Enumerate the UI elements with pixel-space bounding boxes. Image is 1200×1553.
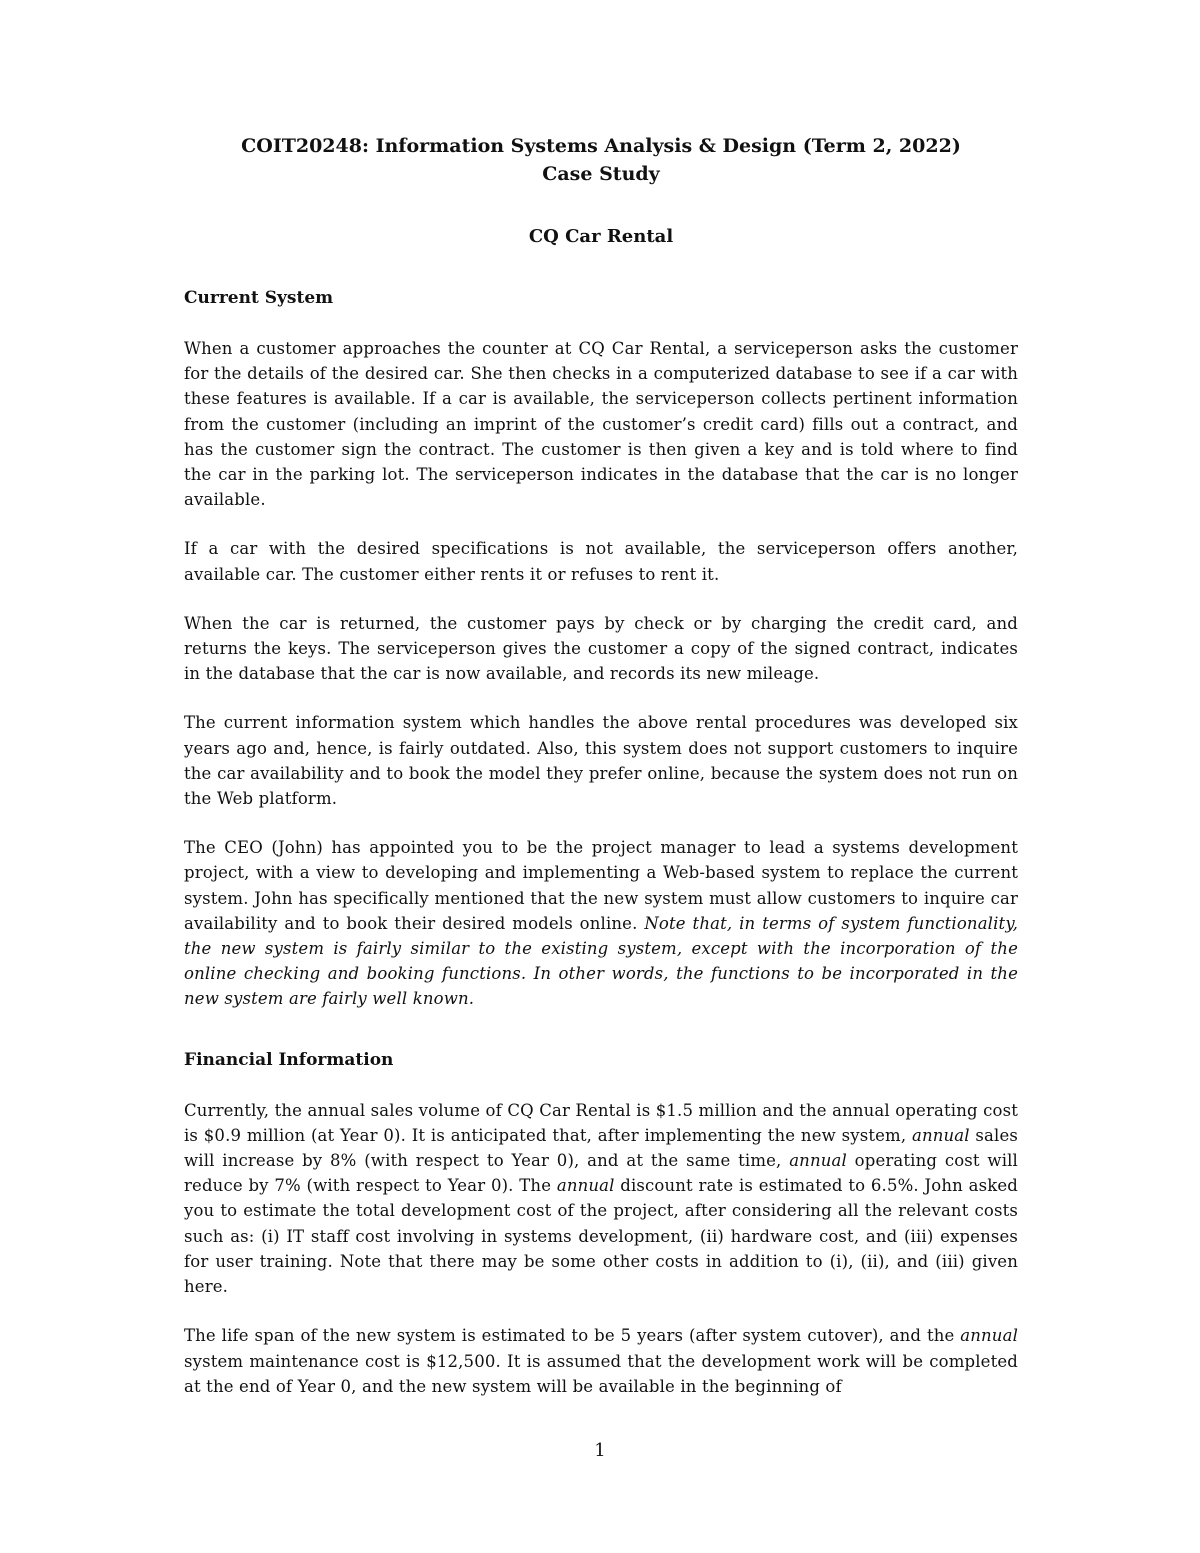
paragraph-text: sales will increase by 8% (with respect to Year 0), and at the same time, xyxy=(184,1125,1018,1171)
paragraph-current-system-3: When the car is returned, the customer pays by check or by charging the credit card, and returns the keys. The serviceperson gives the customer a copy of the signed contract, indicates in the database that the car is now available, and records its new mileage. xyxy=(184,613,1018,684)
emphasis-annual: annual xyxy=(960,1326,1018,1346)
emphasis-annual: annual xyxy=(556,1176,615,1196)
paragraph-current-system-1: When a customer approaches the counter at CQ Car Rental, a serviceperson asks the customer for the details of the desired car. She then checks in a computerized database to see if a car with these features is available. If a car is available, the serviceperson collects pertinent information from the customer (including an imprint of the customer’s credit card) fills out a contract, and has the customer sign the contract. The customer is then given a key and is told where to find the car in the parking lot. The serviceperson indicates in the database that the car is no longer available. xyxy=(184,339,1018,510)
paragraph-italic-note: Note that, in terms of system functionality, the new system is fairly similar to the existing system, except with the incorporation of the online checking and booking functions. In other words, the functions to be incorporated in the new system are fairly well known. xyxy=(184,913,1018,1009)
paragraph-text: The CEO (John) has appointed you to be the project manager to lead a systems development project, with a view to developing and implementing a Web-based system to replace the current system. John has specifically mentioned that the new system must allow customers to inquire car availability and to book their desired models online. xyxy=(184,838,1018,933)
emphasis-annual: annual xyxy=(789,1151,847,1171)
paragraph-text: operating cost will reduce by 7% (with respect to Year 0). The xyxy=(184,1151,1018,1196)
page-number: 1 xyxy=(594,1440,606,1461)
paragraph-text: The life span of the new system is estimated to be 5 years (after system cutover), and the xyxy=(184,1326,961,1346)
section-heading-current-system: Current System xyxy=(184,288,334,308)
paragraph-text: system maintenance cost is $12,500. It is assumed that the development work will be completed at the end of Year 0, and the new system will be available in the beginning of xyxy=(184,1351,1018,1396)
paragraph-current-system-5 xyxy=(184,835,1018,1011)
section-heading-financial-information: Financial Information xyxy=(184,1049,394,1070)
document-body xyxy=(184,132,1018,1399)
paragraph-financial-1 xyxy=(184,1098,1018,1300)
paragraph-current-system-4: The current information system which handles the above rental procedures was developed six years ago and, hence, is fairly outdated. Also, this system does not support customers to inquire the car availability and to book the model they prefer online, because the system does not run on the Web platform. xyxy=(184,713,1018,809)
paragraph-text: discount rate is estimated to 6.5%. John asked you to estimate the total development cost of the project, after considering all the relevant costs such as: (i) IT staff cost involving in systems development, (ii) hardware cost, and (iii) expenses for user training. Note that there may be some other costs in addition to (i), (ii), and (iii) given here. xyxy=(184,1176,1018,1297)
document-title xyxy=(184,132,1018,188)
case-study-name: CQ Car Rental xyxy=(528,226,674,247)
title-line-course: COIT20248: Information Systems Analysis & Design (Term 2, 2022) xyxy=(241,135,961,157)
paragraph-text: Currently, the annual sales volume of CQ Car Rental is $1.5 million and the annual operating cost is $0.9 million (at Year 0). It is anticipated that, after implementing the new system, xyxy=(184,1100,1018,1145)
paragraph-financial-2 xyxy=(184,1323,1018,1399)
paragraph-current-system-2: If a car with the desired specifications is not available, the serviceperson offers another, available car. The customer either rents it or refuses to rent it. xyxy=(184,539,1018,584)
emphasis-annual: annual xyxy=(911,1125,970,1145)
title-line-case-study: Case Study xyxy=(542,163,660,185)
